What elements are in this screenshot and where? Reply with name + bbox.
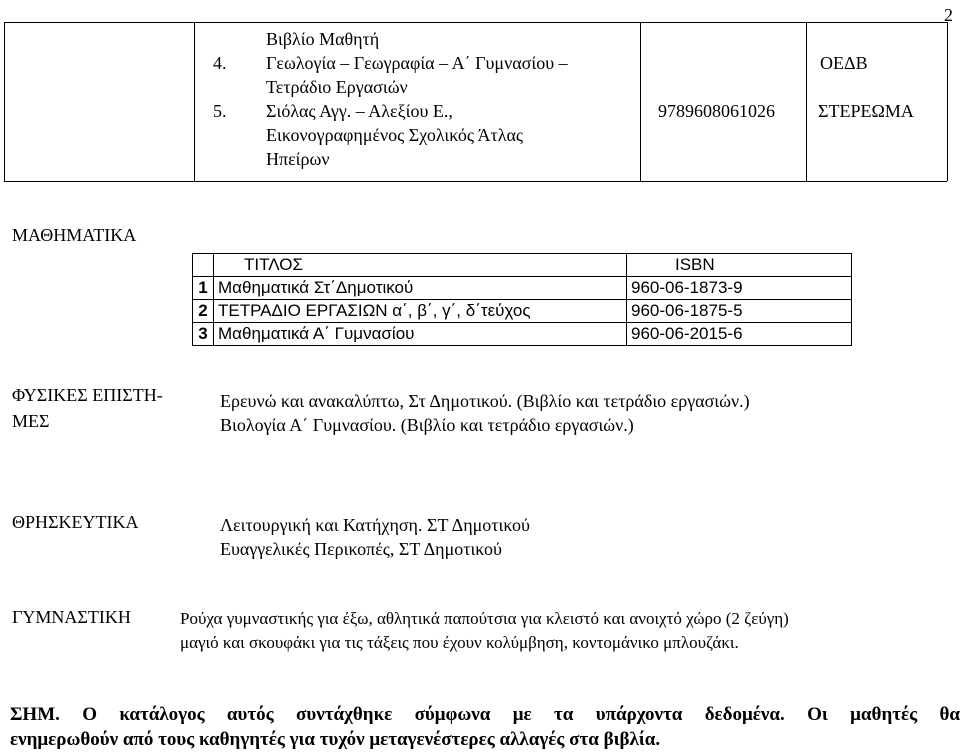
book-list-label: Βιβλίο Μαθητή bbox=[266, 29, 380, 49]
book-item-4-number: 4. bbox=[213, 53, 227, 73]
table-row bbox=[193, 323, 852, 346]
table-divider-1 bbox=[194, 22, 195, 181]
book-item-5-authors: Σιόλας Αγγ. – Αλεξίου Ε., bbox=[266, 101, 453, 121]
religion-section-label: ΘΡΗΣΚΕΥΤΙΚΑ bbox=[12, 512, 139, 532]
table-divider-3 bbox=[806, 22, 807, 181]
table-row bbox=[193, 277, 852, 300]
pe-section-label: ΓΥΜΝΑΣΤΙΚΗ bbox=[12, 607, 131, 627]
table-border-bottom bbox=[4, 181, 947, 182]
table-header-row bbox=[193, 254, 852, 277]
religion-book-1: Λειτουργική και Κατήχηση. ΣΤ Δημοτικού bbox=[220, 515, 530, 535]
row-isbn: 960-06-2015-6 bbox=[627, 323, 852, 346]
row-number: 2 bbox=[193, 300, 214, 323]
science-book-1: Ερευνώ και ανακαλύπτω, Στ Δημοτικού. (Βιβλίο και τετράδιο εργασιών.) bbox=[220, 391, 750, 411]
pe-items-2: μαγιό και σκουφάκι για τις τάξεις που έχουν κολύμβηση, κοντομάνικο μπλουζάκι. bbox=[180, 633, 739, 652]
footnote-line-1: ΣΗΜ. Ο κατάλογος αυτός συντάχθηκε σύμφωνα με τα υπάρχοντα δεδομένα. Οι μαθητές θα bbox=[10, 704, 960, 725]
science-section-label-cont: ΜΕΣ bbox=[12, 411, 50, 431]
binding-type: ΣΤΕΡΕΩΜΑ bbox=[818, 101, 914, 121]
science-book-2: Βιολογία Α΄ Γυμνασίου. (Βιβλίο και τετράδιο εργασιών.) bbox=[220, 415, 634, 435]
table-border-right bbox=[947, 22, 948, 181]
header-isbn: ISBN bbox=[627, 254, 852, 277]
footnote bbox=[10, 702, 960, 752]
math-books-table bbox=[192, 253, 852, 346]
pe-items-1: Ρούχα γυμναστικής για έξω, αθλητικά παπούτσια για κλειστό και ανοιχτό χώρο (2 ζεύγη) bbox=[180, 609, 789, 628]
table-divider-2 bbox=[640, 22, 641, 181]
book-item-5-title: Εικονογραφημένος Σχολικός Άτλας bbox=[266, 125, 524, 145]
header-title: ΤΙΤΛΟΣ bbox=[214, 254, 627, 277]
row-number: 1 bbox=[193, 277, 214, 300]
row-number: 3 bbox=[193, 323, 214, 346]
header-num-cell bbox=[193, 254, 214, 277]
row-title: Μαθηματικά Α΄ Γυμνασίου bbox=[214, 323, 627, 346]
footnote-line-2: ενημερωθούν από τους καθηγητές για τυχόν μεταγενέστερες αλλαγές στα βιβλία. bbox=[10, 729, 661, 750]
book-item-4-subtitle: Τετράδιο Εργασιών bbox=[266, 77, 408, 97]
book-item-5-number: 5. bbox=[213, 101, 227, 121]
table-border-left bbox=[4, 22, 5, 181]
page-number: 2 bbox=[944, 5, 953, 25]
science-section-label: ΦΥΣΙΚΕΣ ΕΠΙΣΤΗ- bbox=[12, 385, 163, 405]
row-title: Μαθηματικά Στ΄Δημοτικού bbox=[214, 277, 627, 300]
row-isbn: 960-06-1875-5 bbox=[627, 300, 852, 323]
math-section-label: ΜΑΘΗΜΑΤΙΚΑ bbox=[12, 225, 137, 245]
isbn-value: 9789608061026 bbox=[658, 101, 775, 121]
table-row bbox=[193, 300, 852, 323]
publisher: ΟΕΔΒ bbox=[820, 53, 868, 73]
book-item-4-title: Γεωλογία – Γεωγραφία – Α΄ Γυμνασίου – bbox=[266, 53, 568, 73]
row-title: ΤΕΤΡΑΔΙΟ ΕΡΓΑΣΙΩΝ α΄, β΄, γ΄, δ΄τεύχος bbox=[214, 300, 627, 323]
row-isbn: 960-06-1873-9 bbox=[627, 277, 852, 300]
religion-book-2: Ευαγγελικές Περικοπές, ΣΤ Δημοτικού bbox=[220, 539, 502, 559]
book-item-5-title-cont: Ηπείρων bbox=[266, 149, 330, 169]
